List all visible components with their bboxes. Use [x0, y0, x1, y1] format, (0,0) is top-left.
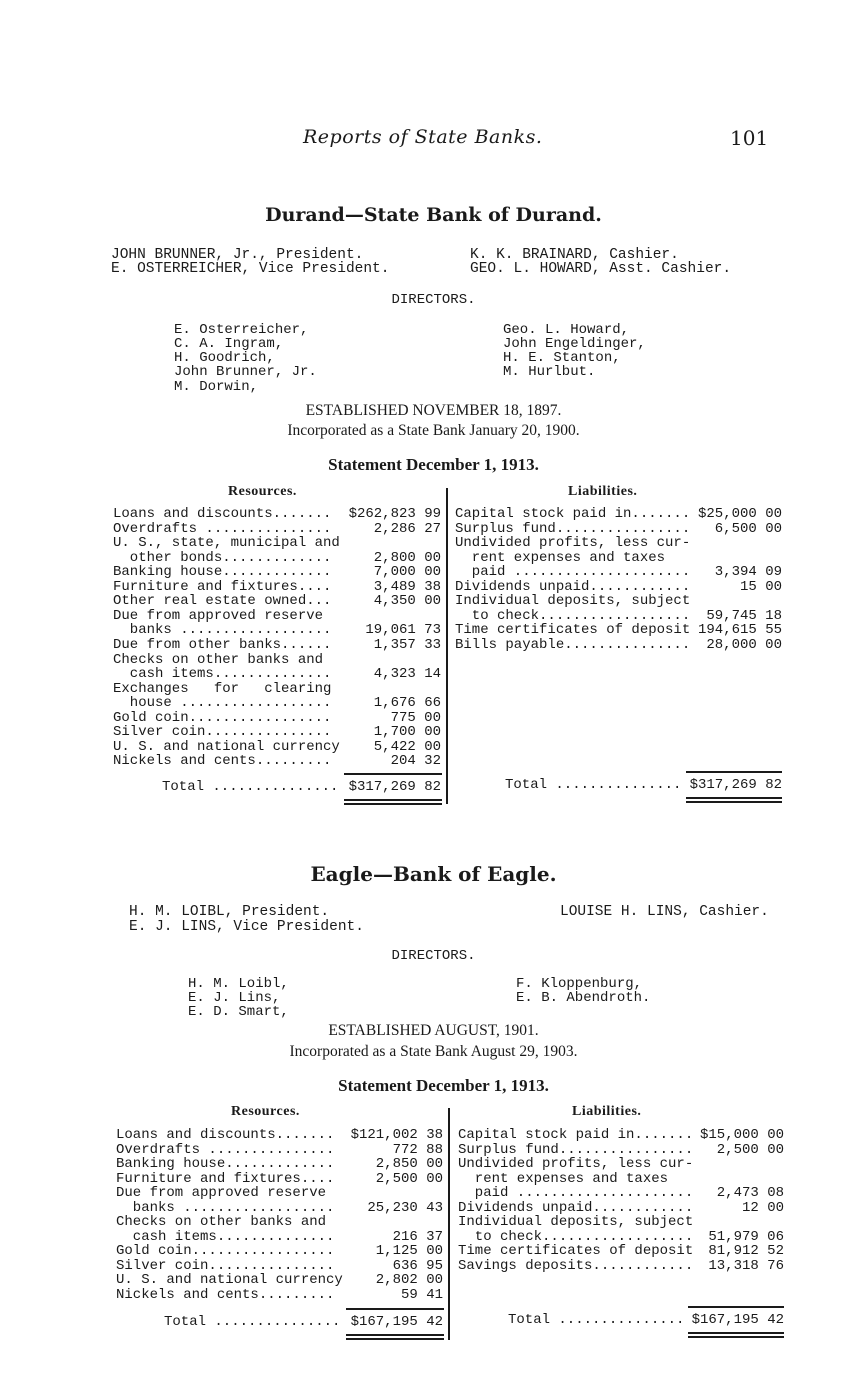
officer-assistant-cashier: GEO. L. HOWARD, Asst. Cashier. [470, 261, 732, 277]
director-name: John Engeldinger, [503, 336, 646, 352]
total-resources-amount: $317,269 82 [348, 779, 441, 795]
resources-heading: Resources. [231, 1104, 300, 1119]
ledger-item-label: Due from approved reserve [113, 607, 324, 624]
ledger-item-label: Individual deposits, subject [458, 1214, 694, 1230]
director-name: C. A. Ingram, [174, 336, 284, 352]
ledger-item-amount: 4,350 00 [373, 593, 441, 610]
officer-president: JOHN BRUNNER, Jr., President. [111, 247, 364, 263]
incorporated-date: Incorporated as a State Bank January 20, 1900. [287, 422, 580, 439]
ledger-item-amount: 636 95 [392, 1257, 443, 1274]
ledger-item-amount: 2,500 00 [375, 1170, 443, 1187]
total-liabilities-amount: $317,269 82 [689, 777, 782, 793]
established-date: ESTABLISHED NOVEMBER 18, 1897. [305, 402, 562, 419]
liabilities-heading: Liabilities. [568, 484, 638, 499]
ledger-item-label: Furniture and fixtures.... [116, 1170, 335, 1187]
ledger-item-amount: $262,823 99 [348, 506, 441, 522]
total-rule [344, 773, 442, 775]
director-name: F. Kloppenburg, [516, 976, 643, 992]
director-name: Geo. L. Howard, [503, 322, 630, 338]
ledger-item-amount: 775 00 [390, 709, 441, 726]
ledger-item-amount: 13,318 76 [708, 1257, 784, 1274]
ledger-item-amount: 12 00 [741, 1199, 784, 1216]
ledger-item-label: U. S. and national currency [116, 1272, 343, 1288]
director-name: H. E. Stanton, [503, 350, 621, 366]
ledger-item-amount: 28,000 00 [706, 636, 782, 653]
ledger-item-label: Loans and discounts....... [113, 506, 332, 522]
ledger-item-amount: 3,394 09 [714, 564, 782, 581]
total-resources-amount: $167,195 42 [350, 1314, 443, 1330]
ledger-item-amount: 15 00 [739, 578, 782, 595]
director-name: M. Hurlbut. [503, 364, 596, 380]
ledger-item-label: Gold coin................. [116, 1243, 335, 1259]
ledger-item-label: U. S. and national currency [113, 738, 340, 755]
ledger-item-amount: 51,979 06 [708, 1228, 784, 1245]
page-number: 101 [730, 126, 769, 150]
ledger-item-label: Checks on other banks and [113, 651, 324, 668]
total-double-rule [344, 799, 442, 801]
ledger-item-amount: 81,912 52 [708, 1243, 784, 1259]
ledger-item-label: Banking house............. [116, 1156, 335, 1172]
ledger-item-amount: 6,500 00 [714, 520, 782, 537]
ledger-item-amount: $15,000 00 [699, 1127, 784, 1143]
ledger-item-amount: 2,500 00 [716, 1141, 784, 1158]
total-label: Total ............... [508, 1312, 685, 1328]
ledger-item-amount: 5,422 00 [373, 738, 441, 755]
total-label: Total ............... [505, 777, 682, 793]
ledger-item-amount: 1,700 00 [373, 724, 441, 741]
ledger-item-label: Due from other banks...... [113, 636, 332, 653]
resources-heading: Resources. [228, 484, 297, 499]
ledger-item-label: Savings deposits............ [458, 1257, 694, 1274]
ledger-item-amount: 3,489 38 [373, 578, 441, 595]
ledger-item-amount: $25,000 00 [697, 506, 782, 522]
ledger-item-label: cash items.............. [116, 1228, 335, 1245]
ledger-item-amount: 59,745 18 [706, 607, 782, 624]
running-title: Reports of State Banks. [303, 126, 543, 148]
ledger-item-label: Dividends unpaid............ [455, 578, 691, 595]
total-label: Total ............... [164, 1314, 341, 1330]
ledger-item-amount: 25,230 43 [367, 1199, 443, 1216]
total-rule [688, 1306, 784, 1308]
ledger-item-label: Time certificates of deposit [455, 622, 691, 639]
liabilities-heading: Liabilities. [572, 1104, 642, 1119]
ledger-item-label: paid ..................... [458, 1185, 694, 1201]
ledger-item-label: Surplus fund................ [458, 1141, 694, 1158]
officer-vice-president: E. J. LINS, Vice President. [129, 919, 364, 935]
ledger-item-label: Gold coin................. [113, 709, 332, 726]
ledger-item-label: Overdrafts ............... [113, 520, 332, 537]
ledger-item-amount: 7,000 00 [373, 564, 441, 581]
bank-title: Durand—State Bank of Durand. [265, 204, 602, 226]
ledger-item-amount: 4,323 14 [373, 666, 441, 683]
total-double-rule [344, 803, 442, 805]
total-rule [686, 771, 782, 773]
ledger-item-label: Time certificates of deposit [458, 1243, 694, 1259]
director-name: M. Dorwin, [174, 379, 259, 395]
established-date: ESTABLISHED AUGUST, 1901. [328, 1022, 539, 1039]
ledger-item-label: to check.................. [458, 1228, 694, 1245]
ledger-item-label: Overdrafts ............... [116, 1141, 335, 1158]
ledger-item-label: Banking house............. [113, 564, 332, 581]
ledger-item-label: Undivided profits, less cur- [455, 535, 691, 552]
ledger-item-label: Loans and discounts....... [116, 1127, 335, 1143]
officer-cashier: K. K. BRAINARD, Cashier. [470, 247, 679, 263]
total-rule [346, 1308, 444, 1310]
ledger-item-label: cash items.............. [113, 666, 332, 683]
ledger-item-label: Due from approved reserve [116, 1185, 327, 1201]
ledger-item-label: to check.................. [455, 607, 691, 624]
ledger-item-label: Silver coin............... [113, 724, 332, 741]
ledger-item-label: rent expenses and taxes [458, 1170, 669, 1187]
ledger-item-label: Capital stock paid in....... [458, 1127, 694, 1143]
director-name: H. M. Loibl, [188, 976, 289, 992]
ledger-item-amount: 2,800 00 [373, 549, 441, 566]
director-name: H. Goodrich, [174, 350, 275, 366]
ledger-item-amount: 59 41 [400, 1286, 443, 1303]
statement-heading: Statement December 1, 1913. [328, 455, 539, 474]
ledger-item-label: other bonds............. [113, 549, 332, 566]
ledger-item-label: Surplus fund................ [455, 520, 691, 537]
ledger-item-label: banks .................. [113, 622, 332, 639]
incorporated-date: Incorporated as a State Bank August 29, 1903. [289, 1043, 578, 1060]
ledger-item-label: U. S., state, municipal and [113, 535, 340, 552]
officer-president: H. M. LOIBL, President. [129, 904, 330, 920]
total-double-rule [686, 801, 782, 803]
director-name: John Brunner, Jr. [174, 364, 317, 380]
ledger-item-amount: 2,802 00 [375, 1272, 443, 1288]
column-divider [446, 488, 448, 804]
ledger-item-amount: 19,061 73 [365, 622, 441, 639]
ledger-item-label: Capital stock paid in....... [455, 506, 691, 522]
total-liabilities-amount: $167,195 42 [691, 1312, 784, 1328]
ledger-item-label: Nickels and cents......... [113, 753, 332, 770]
directors-heading: DIRECTORS. [391, 948, 476, 964]
column-divider [448, 1108, 450, 1340]
ledger-item-label: Individual deposits, subject [455, 593, 691, 610]
ledger-item-amount: 1,357 33 [373, 636, 441, 653]
ledger-item-amount: 2,473 08 [716, 1185, 784, 1201]
ledger-item-label: Furniture and fixtures.... [113, 578, 332, 595]
ledger-item-label: Bills payable............... [455, 636, 691, 653]
ledger-item-label: Other real estate owned... [113, 593, 332, 610]
ledger-item-amount: 204 32 [390, 753, 441, 770]
ledger-item-amount: 772 88 [392, 1141, 443, 1158]
ledger-item-label: house .................. [113, 695, 332, 712]
officer-vice-president: E. OSTERREICHER, Vice President. [111, 261, 390, 277]
ledger-item-label: Checks on other banks and [116, 1214, 327, 1230]
directors-heading: DIRECTORS. [391, 292, 476, 308]
bank-title: Eagle—Bank of Eagle. [310, 862, 557, 886]
ledger-item-amount: 1,676 66 [373, 695, 441, 712]
ledger-item-label: Silver coin............... [116, 1257, 335, 1274]
director-name: E. D. Smart, [188, 1004, 289, 1020]
total-double-rule [346, 1338, 444, 1340]
ledger-item-label: Undivided profits, less cur- [458, 1156, 694, 1172]
ledger-item-amount: 194,615 55 [697, 622, 782, 639]
total-double-rule [686, 797, 782, 799]
ledger-item-label: banks .................. [116, 1199, 335, 1216]
total-double-rule [688, 1332, 784, 1334]
ledger-item-label: Exchanges for clearing [113, 680, 332, 697]
total-double-rule [688, 1336, 784, 1338]
total-label: Total ............... [162, 779, 339, 795]
ledger-item-label: Dividends unpaid............ [458, 1199, 694, 1216]
ledger-item-amount: 216 37 [392, 1228, 443, 1245]
director-name: E. J. Lins, [188, 990, 281, 1006]
ledger-item-amount: 2,850 00 [375, 1156, 443, 1172]
ledger-item-label: paid ..................... [455, 564, 691, 581]
director-name: E. Osterreicher, [174, 322, 309, 338]
ledger-item-amount: 2,286 27 [373, 520, 441, 537]
ledger-item-label: rent expenses and taxes [455, 549, 666, 566]
ledger-item-amount: $121,002 38 [350, 1127, 443, 1143]
total-double-rule [346, 1334, 444, 1336]
ledger-item-label: Nickels and cents......... [116, 1286, 335, 1303]
officer-cashier: LOUISE H. LINS, Cashier. [560, 904, 769, 920]
ledger-item-amount: 1,125 00 [375, 1243, 443, 1259]
director-name: E. B. Abendroth. [516, 990, 651, 1006]
statement-heading: Statement December 1, 1913. [338, 1076, 549, 1095]
